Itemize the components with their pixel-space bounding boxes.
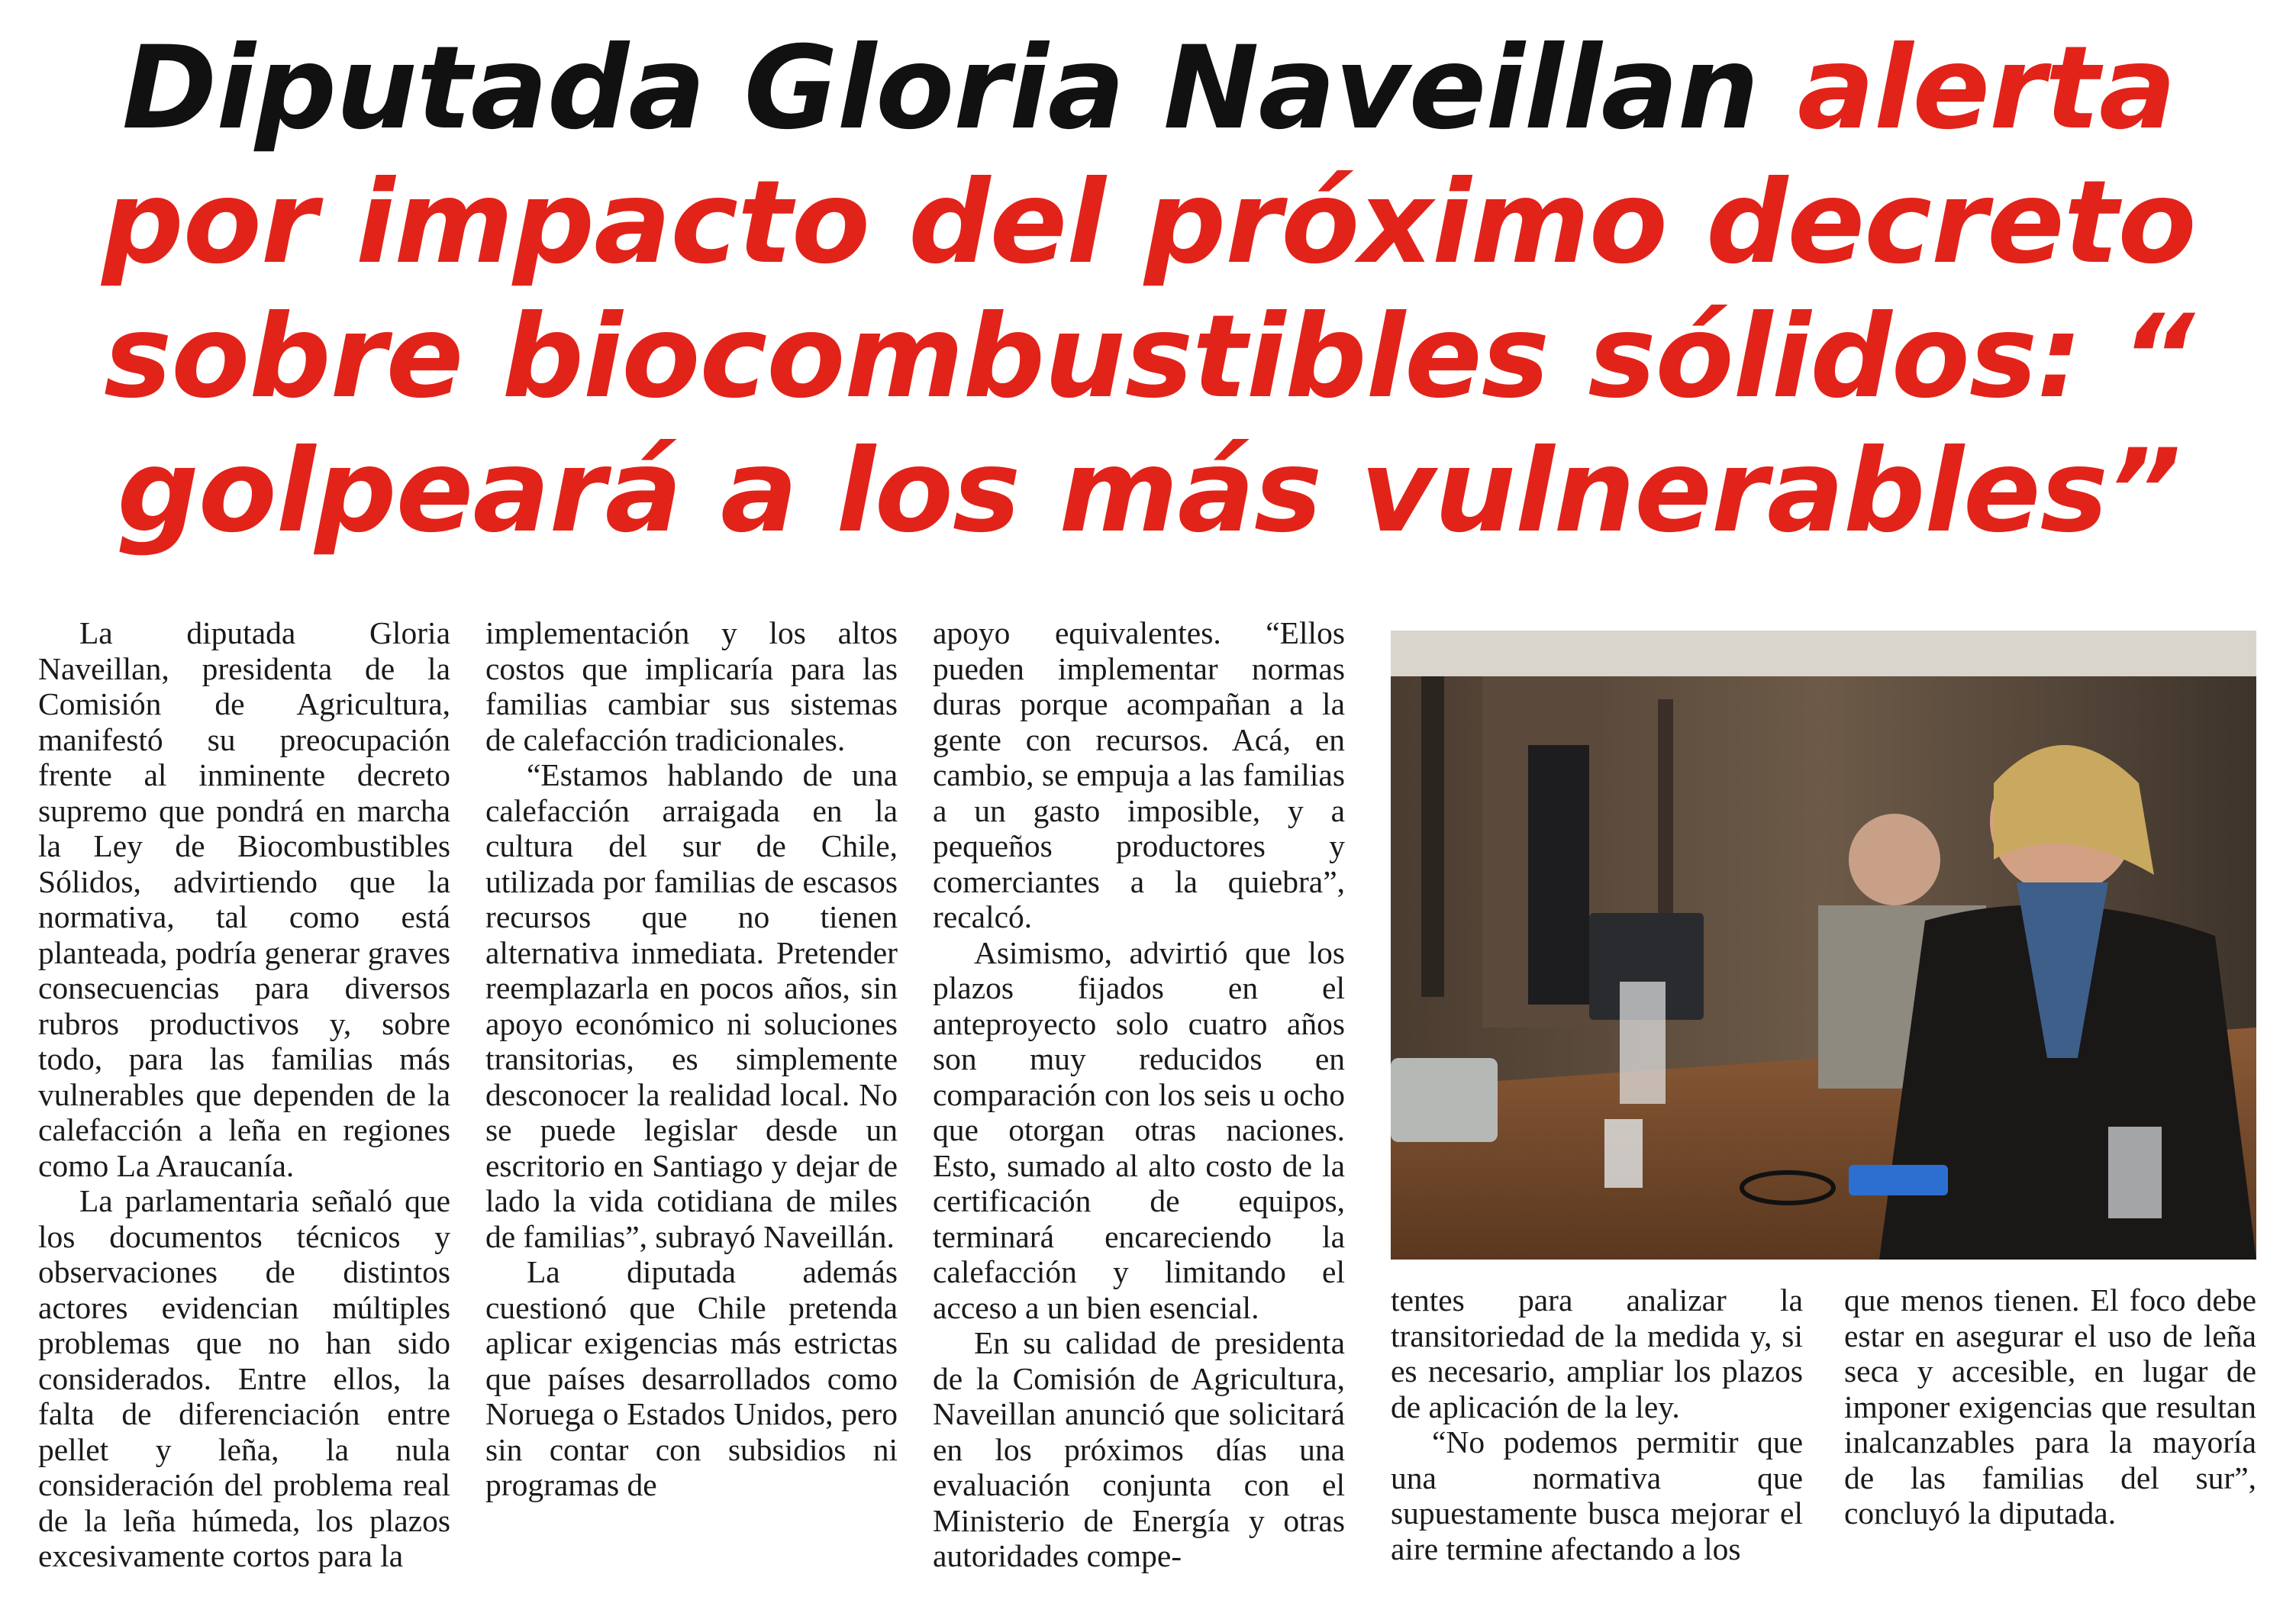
paragraph: apoyo equivalentes. “Ellos pueden implementar normas duras porque acompañan a la gente con recursos. Acá, en cambio, se empuja a las familias a un gasto imposible, y a pequeños productores y comerciantes a la quiebra”, recalcó. — [933, 615, 1345, 934]
paragraph: “No podemos permitir que una normativa que supuestamente busca mejorar el aire termine afectando a los — [1391, 1424, 1803, 1566]
headline-name: Diputada Gloria Naveillan — [121, 22, 1759, 155]
article-column-1 — [38, 615, 450, 1574]
paragraph: que menos tienen. El foco debe estar en asegurar el uso de leña seca y accesible, en lugar de imponer exigencias que resultan inalcanzables para la mayoría de las familias del sur”, concluyó la diputada. — [1844, 1282, 2256, 1531]
article-column-2 — [485, 615, 898, 1503]
paragraph: La parlamentaria señaló que los documentos técnicos y observaciones de distintos actores evidencian múltiples problemas que no han sido considerados. Entre ellos, la falta de diferenciación entre pellet y leña, la nula consideración del problema real de la leña húmeda, los plazos excesivamente cortos para la — [38, 1183, 450, 1573]
article-photo — [1391, 631, 2256, 1260]
article-column-4 — [1391, 1282, 1803, 1566]
headline — [31, 21, 2267, 559]
paragraph: La diputada Gloria Naveillan, presidenta de la Comisión de Agricultura, manifestó su preocupación frente al inminente decreto supremo que pondrá en marcha la Ley de Biocombustibles Sólidos, advirtiendo que la normativa, tal como está planteada, podría generar graves consecuencias para diversos rubros productivos y, sobre todo, para las familias más vulnerables que dependen de la calefacción a leña en regiones como La Araucanía. — [38, 615, 450, 1183]
article-column-5 — [1844, 1282, 2256, 1531]
photo-icon — [1391, 631, 2256, 1260]
paragraph: implementación y los altos costos que implicaría para las familias cambiar sus sistemas de calefacción tradicionales. — [485, 615, 898, 757]
paragraph: La diputada además cuestionó que Chile pretenda aplicar exigencias más estrictas que países desarrollados como Noruega o Estados Unidos, pero sin contar con subsidios ni programas de — [485, 1254, 898, 1502]
headline-red-text: alerta por impacto del próximo decreto sobre biocombustibles sólidos: “ golpeará a los más vulnerables” — [102, 22, 2196, 558]
paragraph: Asimismo, advirtió que los plazos fijados en el anteproyecto solo cuatro años son muy reducidos en comparación con los seis u ocho que otorgan otras naciones. Esto, sumado al alto costo de la certificación de equipos, terminará encareciendo la calefacción y limitando el acceso a un bien esencial. — [933, 934, 1345, 1325]
paragraph: “Estamos hablando de una calefacción arraigada en la cultura del sur de Chile, utilizada por familias de escasos recursos que no tienen alternativa inmediata. Pretender reemplazarla en pocos años, sin apoyo económico ni soluciones transitorias, es simplemente desconocer la realidad local. No se puede legislar desde un escritorio en Santiago y dejar de lado la vida cotidiana de miles de familias”, subrayó Naveillán. — [485, 757, 898, 1254]
article-column-3 — [933, 615, 1345, 1574]
paragraph: En su calidad de presidenta de la Comisión de Agricultura, Naveillan anunció que solicitará en los próximos días una evaluación conjunta con el Ministerio de Energía y otras autoridades compe- — [933, 1325, 1345, 1573]
paragraph: tentes para analizar la transitoriedad de la medida y, si es necesario, ampliar los plazos de aplicación de la ley. — [1391, 1282, 1803, 1424]
